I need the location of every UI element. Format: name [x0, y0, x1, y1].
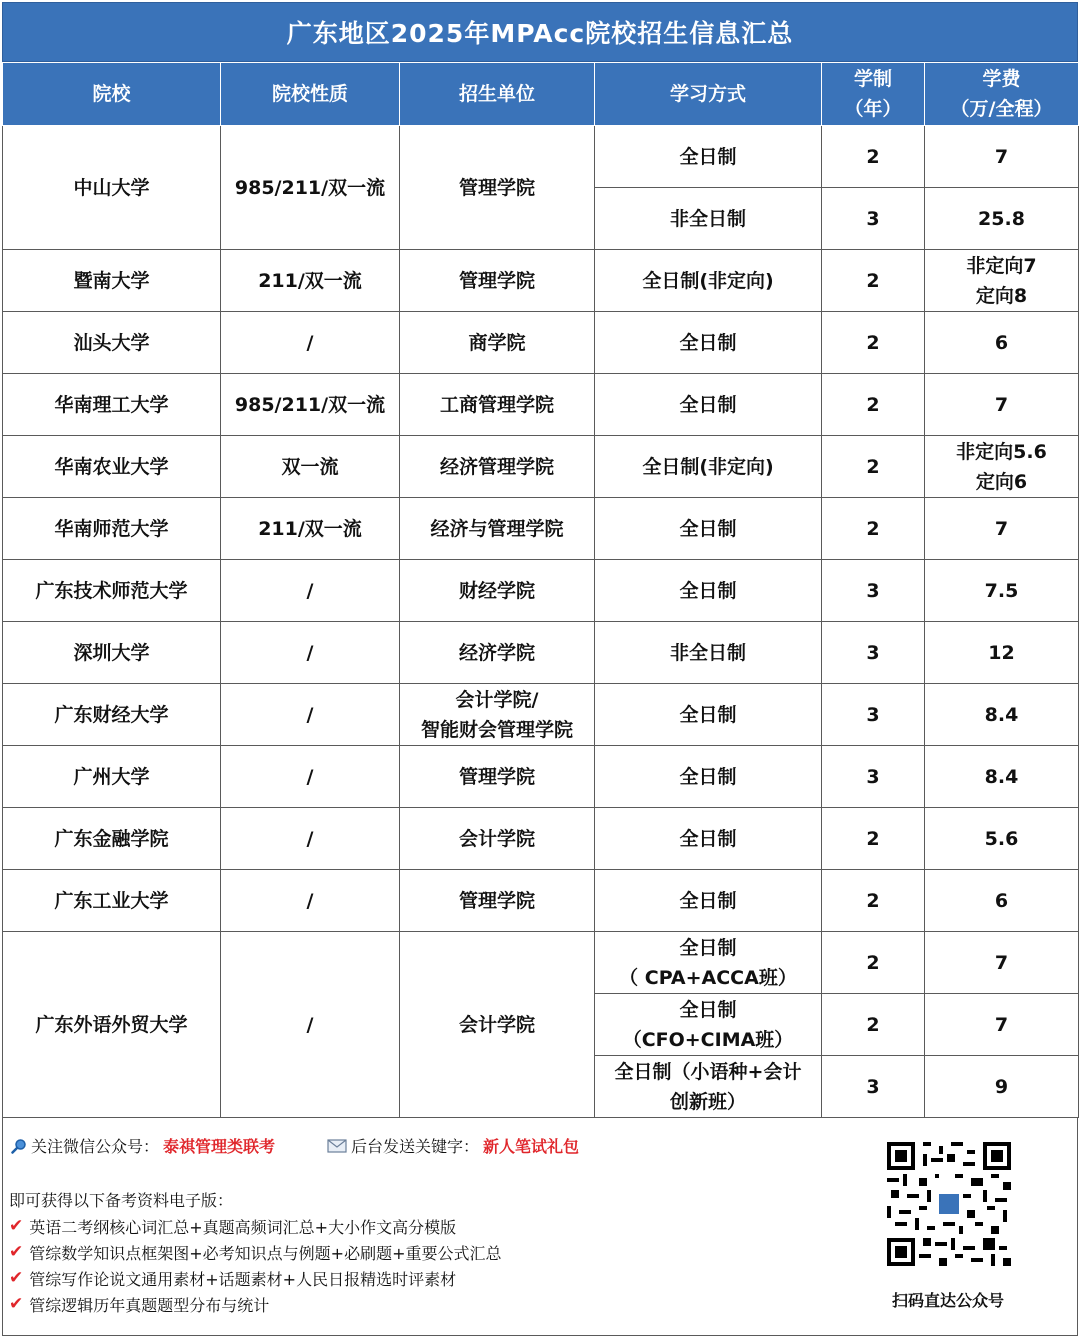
page-title: 广东地区2025年MPAcc院校招生信息汇总	[2, 2, 1078, 62]
mode-cell: 全日制（小语种+会计 创新班）	[595, 1056, 822, 1118]
follow-label: 关注微信公众号：	[31, 1137, 160, 1156]
mode-cell: 全日制	[595, 808, 822, 870]
nature-cell: /	[221, 622, 400, 684]
header-nature: 院校性质	[221, 63, 400, 126]
fee-cell: 7	[925, 374, 1079, 436]
keyword-value: 新人笔试礼包	[483, 1137, 580, 1156]
table-row	[3, 374, 1079, 436]
mode-cell: 全日制	[595, 374, 822, 436]
fee-cell: 非定向7 定向8	[925, 250, 1079, 312]
fee-cell: 5.6	[925, 808, 1079, 870]
check-icon: ✔	[9, 1268, 24, 1288]
years-cell: 2	[822, 994, 925, 1056]
years-cell: 3	[822, 188, 925, 250]
fee-cell: 6	[925, 870, 1079, 932]
list-item: ✔ 英语二考纲核心词汇总+真题高频词汇总+大小作文高分模版	[9, 1216, 457, 1237]
unit-cell: 管理学院	[400, 250, 595, 312]
table-row	[3, 436, 1079, 498]
fee-cell: 7	[925, 932, 1079, 994]
years-cell: 2	[822, 870, 925, 932]
header-fee: 学费 （万/全程）	[925, 63, 1079, 126]
table-header-row	[3, 63, 1079, 126]
nature-cell: /	[221, 560, 400, 622]
table-row	[3, 684, 1079, 746]
mode-cell: 全日制	[595, 870, 822, 932]
unit-cell: 经济学院	[400, 622, 595, 684]
table-row	[3, 808, 1079, 870]
unit-cell: 管理学院	[400, 746, 595, 808]
mail-icon	[327, 1139, 347, 1153]
years-cell: 2	[822, 498, 925, 560]
table-row	[3, 622, 1079, 684]
check-icon: ✔	[9, 1242, 24, 1262]
nature-cell: /	[221, 870, 400, 932]
school-cell: 华南师范大学	[3, 498, 221, 560]
school-cell: 广东工业大学	[3, 870, 221, 932]
years-cell: 2	[822, 436, 925, 498]
years-cell: 3	[822, 1056, 925, 1118]
nature-cell: 211/双一流	[221, 250, 400, 312]
fee-cell: 7	[925, 126, 1079, 188]
years-cell: 2	[822, 250, 925, 312]
fee-cell: 7.5	[925, 560, 1079, 622]
wechat-account-name: 泰祺管理类联考	[163, 1137, 276, 1156]
school-cell: 华南农业大学	[3, 436, 221, 498]
list-item: ✔ 管综写作论说文通用素材+话题素材+人民日报精选时评素材	[9, 1268, 457, 1289]
follow-line	[11, 1134, 275, 1157]
school-cell: 中山大学	[3, 126, 221, 250]
years-cell: 3	[822, 560, 925, 622]
header-unit: 招生单位	[400, 63, 595, 126]
unit-cell: 管理学院	[400, 870, 595, 932]
qr-code-icon[interactable]	[887, 1142, 1011, 1266]
nature-cell: 双一流	[221, 436, 400, 498]
school-cell: 广东技术师范大学	[3, 560, 221, 622]
unit-cell: 财经学院	[400, 560, 595, 622]
check-icon: ✔	[9, 1216, 24, 1236]
school-cell: 广州大学	[3, 746, 221, 808]
mode-cell: 全日制	[595, 684, 822, 746]
nature-cell: 985/211/双一流	[221, 374, 400, 436]
mode-cell: 全日制	[595, 746, 822, 808]
years-cell: 2	[822, 126, 925, 188]
header-years: 学制 （年）	[822, 63, 925, 126]
unit-cell: 会计学院	[400, 808, 595, 870]
school-cell: 广东财经大学	[3, 684, 221, 746]
promo-footer	[2, 1118, 1078, 1336]
keyword-line	[327, 1134, 579, 1157]
search-icon	[11, 1138, 27, 1154]
nature-cell: /	[221, 932, 400, 1118]
fee-cell: 非定向5.6 定向6	[925, 436, 1079, 498]
unit-cell: 会计学院/ 智能财会管理学院	[400, 684, 595, 746]
school-cell: 广东金融学院	[3, 808, 221, 870]
nature-cell: /	[221, 746, 400, 808]
mode-cell: 全日制	[595, 126, 822, 188]
nature-cell: /	[221, 684, 400, 746]
admissions-table	[2, 62, 1079, 1118]
fee-cell: 8.4	[925, 684, 1079, 746]
mode-cell: 非全日制	[595, 188, 822, 250]
unit-cell: 工商管理学院	[400, 374, 595, 436]
materials-list	[9, 1213, 501, 1317]
years-cell: 3	[822, 622, 925, 684]
table-row	[3, 312, 1079, 374]
fee-cell: 8.4	[925, 746, 1079, 808]
years-cell: 3	[822, 684, 925, 746]
nature-cell: /	[221, 808, 400, 870]
unit-cell: 管理学院	[400, 126, 595, 250]
years-cell: 2	[822, 312, 925, 374]
mode-cell: 全日制 （ CPA+ACCA班）	[595, 932, 822, 994]
unit-cell: 商学院	[400, 312, 595, 374]
mode-cell: 全日制(非定向)	[595, 250, 822, 312]
header-mode: 学习方式	[595, 63, 822, 126]
table-row	[3, 870, 1079, 932]
unit-cell: 会计学院	[400, 932, 595, 1118]
fee-cell: 9	[925, 1056, 1079, 1118]
check-icon: ✔	[9, 1294, 24, 1314]
school-cell: 华南理工大学	[3, 374, 221, 436]
table-row	[3, 498, 1079, 560]
fee-cell: 7	[925, 994, 1079, 1056]
table-row	[3, 560, 1079, 622]
school-cell: 深圳大学	[3, 622, 221, 684]
years-cell: 2	[822, 808, 925, 870]
list-item: ✔ 管综逻辑历年真题题型分布与统计	[9, 1294, 270, 1315]
fee-cell: 7	[925, 498, 1079, 560]
materials-intro: 即可获得以下备考资料电子版：	[9, 1191, 234, 1210]
qr-caption: 扫码直达公众号	[891, 1291, 1004, 1310]
table-row	[3, 932, 1079, 994]
nature-cell: 985/211/双一流	[221, 126, 400, 250]
nature-cell: 211/双一流	[221, 498, 400, 560]
list-item: ✔ 管综数学知识点框架图+必考知识点与例题+必刷题+重要公式汇总	[9, 1242, 502, 1263]
mode-cell: 全日制(非定向)	[595, 436, 822, 498]
header-school: 院校	[3, 63, 221, 126]
fee-cell: 6	[925, 312, 1079, 374]
fee-cell: 12	[925, 622, 1079, 684]
table-row	[3, 126, 1079, 188]
unit-cell: 经济管理学院	[400, 436, 595, 498]
fee-cell: 25.8	[925, 188, 1079, 250]
school-cell: 广东外语外贸大学	[3, 932, 221, 1118]
school-cell: 暨南大学	[3, 250, 221, 312]
table-row	[3, 746, 1079, 808]
mode-cell: 全日制	[595, 560, 822, 622]
nature-cell: /	[221, 312, 400, 374]
table-row	[3, 250, 1079, 312]
unit-cell: 经济与管理学院	[400, 498, 595, 560]
mode-cell: 全日制 （CFO+CIMA班）	[595, 994, 822, 1056]
years-cell: 2	[822, 374, 925, 436]
mode-cell: 全日制	[595, 312, 822, 374]
years-cell: 2	[822, 932, 925, 994]
mode-cell: 全日制	[595, 498, 822, 560]
years-cell: 3	[822, 746, 925, 808]
keyword-label: 后台发送关键字：	[351, 1137, 480, 1156]
school-cell: 汕头大学	[3, 312, 221, 374]
mode-cell: 非全日制	[595, 622, 822, 684]
